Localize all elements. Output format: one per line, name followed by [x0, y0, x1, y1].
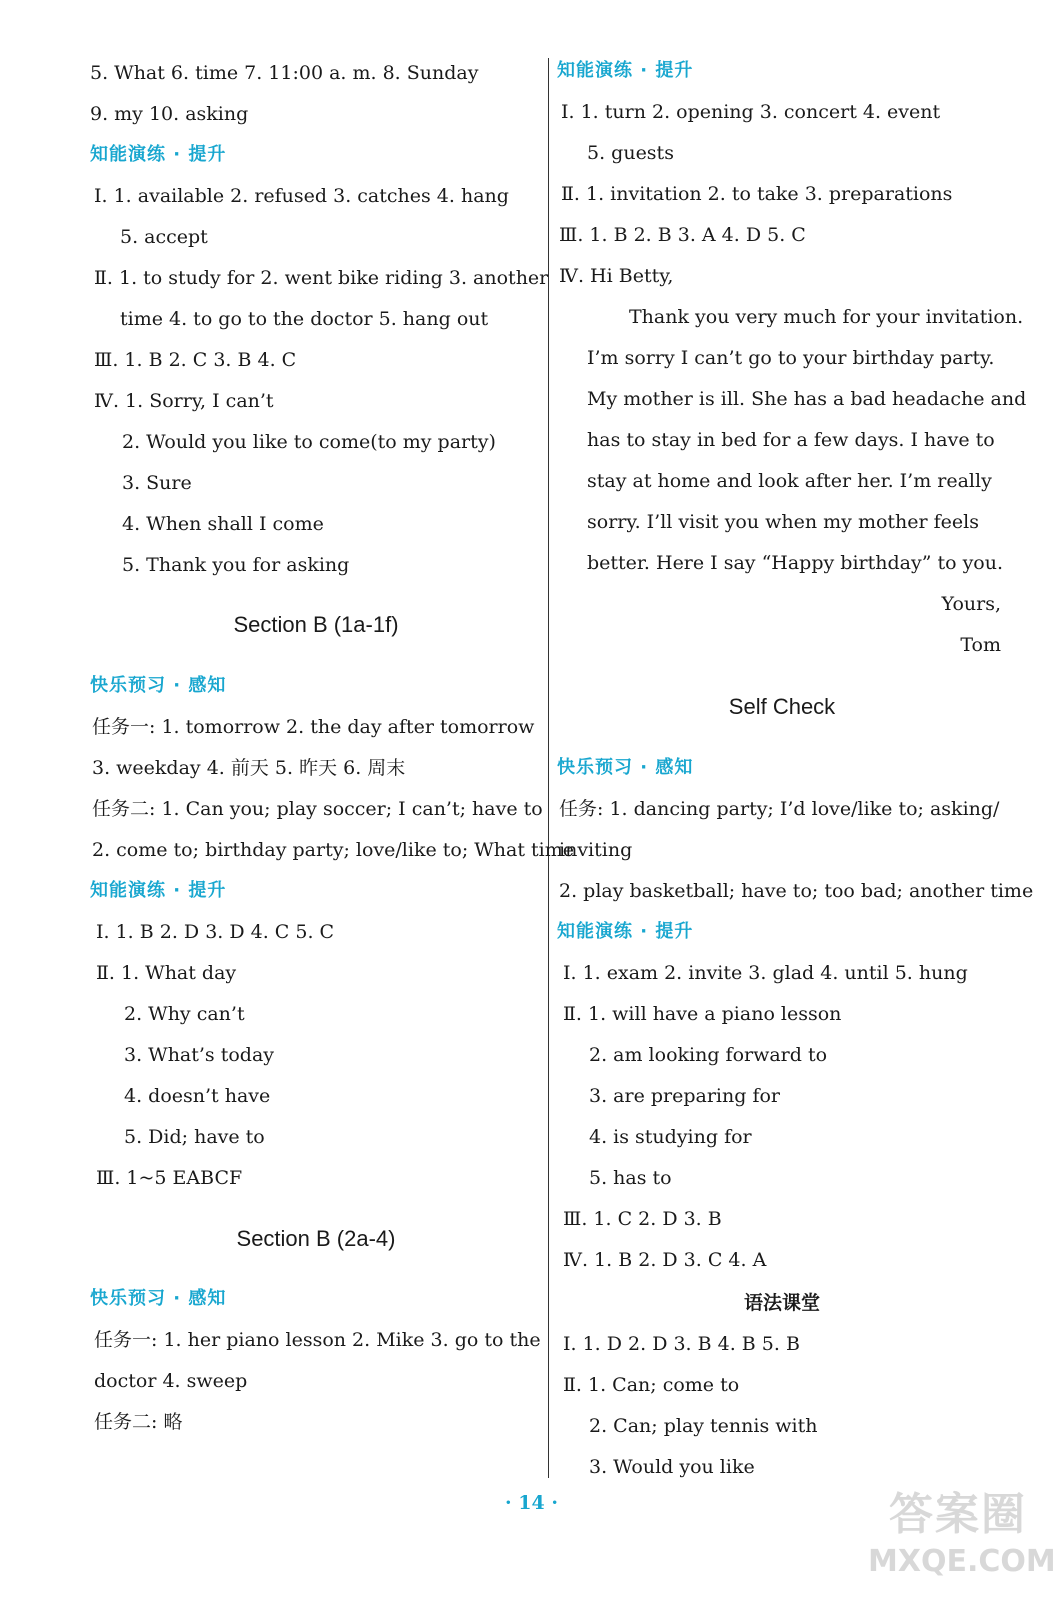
answer-line: 5. Did; have to	[124, 1126, 265, 1148]
watermark-bottom-text: MXQE.COM	[868, 1544, 1056, 1579]
letter-line: I’m sorry I can’t go to your birthday party.	[587, 347, 995, 369]
answer-line: Ⅰ. 1. D 2. D 3. B 4. B 5. B	[563, 1333, 800, 1355]
answer-line: 2. play basketball; have to; too bad; another time	[559, 880, 1034, 902]
answer-line: 3. are preparing for	[589, 1085, 780, 1107]
answer-line: inviting	[559, 839, 633, 861]
answer-line: 2. am looking forward to	[589, 1044, 828, 1066]
section-heading: 知能演练 · 提升	[557, 921, 694, 942]
letter-line: sorry. I’ll visit you when my mother feels	[587, 511, 979, 533]
section-title: Section B (2a-4)	[236, 1226, 396, 1251]
letter-greeting: Ⅳ. Hi Betty,	[559, 265, 674, 287]
watermark-top-text: 答案圈	[889, 1489, 1027, 1540]
answer-line: Ⅳ. 1. B 2. D 3. C 4. A	[563, 1249, 767, 1271]
answer-line: 任务二: 1. Can you; play soccer; I can’t; have to	[92, 798, 543, 820]
section-title: Section B (1a-1f)	[233, 612, 399, 637]
letter-line: Thank you very much for your invitation.	[629, 306, 1024, 328]
letter-line: better. Here I say “Happy birthday” to you.	[587, 552, 1004, 574]
answer-line: 任务一: 1. her piano lesson 2. Mike 3. go to the	[94, 1329, 541, 1351]
section-heading: 知能演练 · 提升	[90, 144, 227, 165]
answer-line: Ⅱ. 1. What day	[96, 962, 237, 984]
answer-line: 任务二: 略	[94, 1411, 183, 1433]
answer-line: 2. Why can’t	[124, 1003, 245, 1025]
answer-line: 任务: 1. dancing party; I’d love/like to; asking/	[559, 798, 1000, 820]
answer-line: Ⅲ. 1. C 2. D 3. B	[563, 1208, 722, 1230]
answer-line: 4. is studying for	[589, 1126, 752, 1148]
answer-line: 5. guests	[587, 142, 674, 164]
answer-line: Ⅰ. 1. exam 2. invite 3. glad 4. until 5. hung	[563, 962, 968, 984]
answer-line: 任务一: 1. tomorrow 2. the day after tomorrow	[92, 716, 535, 738]
answer-line: 9. my 10. asking	[90, 103, 249, 125]
section-heading: 知能演练 · 提升	[557, 60, 694, 81]
answer-line: Ⅲ. 1. B 2. B 3. A 4. D 5. C	[559, 224, 806, 246]
answer-line: 2. come to; birthday party; love/like to; What time	[92, 839, 575, 861]
answer-line: 3. Sure	[122, 472, 192, 494]
answer-line: 5. accept	[120, 226, 208, 248]
watermark-logo	[868, 1478, 1056, 1588]
answer-line: Ⅰ. 1. turn 2. opening 3. concert 4. event	[561, 101, 941, 123]
section-title: 语法课堂	[743, 1292, 820, 1314]
page-number: · 14 ·	[505, 1492, 558, 1514]
section-title: Self Check	[728, 694, 836, 719]
answer-line: Ⅰ. 1. available 2. refused 3. catches 4. hang	[94, 185, 509, 207]
section-heading: 快乐预习 · 感知	[557, 757, 694, 778]
answer-line: Ⅱ. 1. invitation 2. to take 3. preparations	[561, 183, 953, 205]
answer-line: 3. What’s today	[124, 1044, 275, 1066]
answer-line: 5. has to	[589, 1167, 672, 1189]
answer-line: 3. Would you like	[589, 1456, 755, 1478]
answer-line: doctor 4. sweep	[94, 1370, 248, 1392]
letter-signature: Tom	[960, 634, 1001, 656]
letter-closing: Yours,	[941, 593, 1001, 615]
answer-line: 3. weekday 4. 前天 5. 昨天 6. 周末	[92, 757, 406, 779]
answer-line: Ⅳ. 1. Sorry, I can’t	[94, 390, 274, 412]
answer-line: Ⅱ. 1. will have a piano lesson	[563, 1003, 842, 1025]
letter-line: stay at home and look after her. I’m really	[587, 470, 992, 492]
answer-line: Ⅰ. 1. B 2. D 3. D 4. C 5. C	[96, 921, 335, 943]
answer-line: Ⅲ. 1~5 EABCF	[96, 1167, 243, 1189]
section-heading: 知能演练 · 提升	[90, 880, 227, 901]
answer-line: Ⅱ. 1. Can; come to	[563, 1374, 740, 1396]
answer-line: 2. Can; play tennis with	[589, 1415, 818, 1437]
answer-line: 4. doesn’t have	[124, 1085, 271, 1107]
answer-line: Ⅱ. 1. to study for 2. went bike riding 3. another	[94, 267, 549, 289]
answer-line: 2. Would you like to come(to my party)	[122, 431, 496, 453]
answer-line: 5. Thank you for asking	[122, 554, 350, 576]
section-heading: 快乐预习 · 感知	[90, 1288, 227, 1309]
answer-line: 5. What 6. time 7. 11:00 a. m. 8. Sunday	[90, 62, 479, 84]
answer-line: 4. When shall I come	[122, 513, 324, 535]
answer-line: time 4. to go to the doctor 5. hang out	[120, 308, 489, 330]
letter-line: has to stay in bed for a few days. I have to	[587, 429, 995, 451]
answer-line: Ⅲ. 1. B 2. C 3. B 4. C	[94, 349, 297, 371]
letter-line: My mother is ill. She has a bad headache and	[587, 388, 1027, 410]
section-heading: 快乐预习 · 感知	[90, 675, 227, 696]
